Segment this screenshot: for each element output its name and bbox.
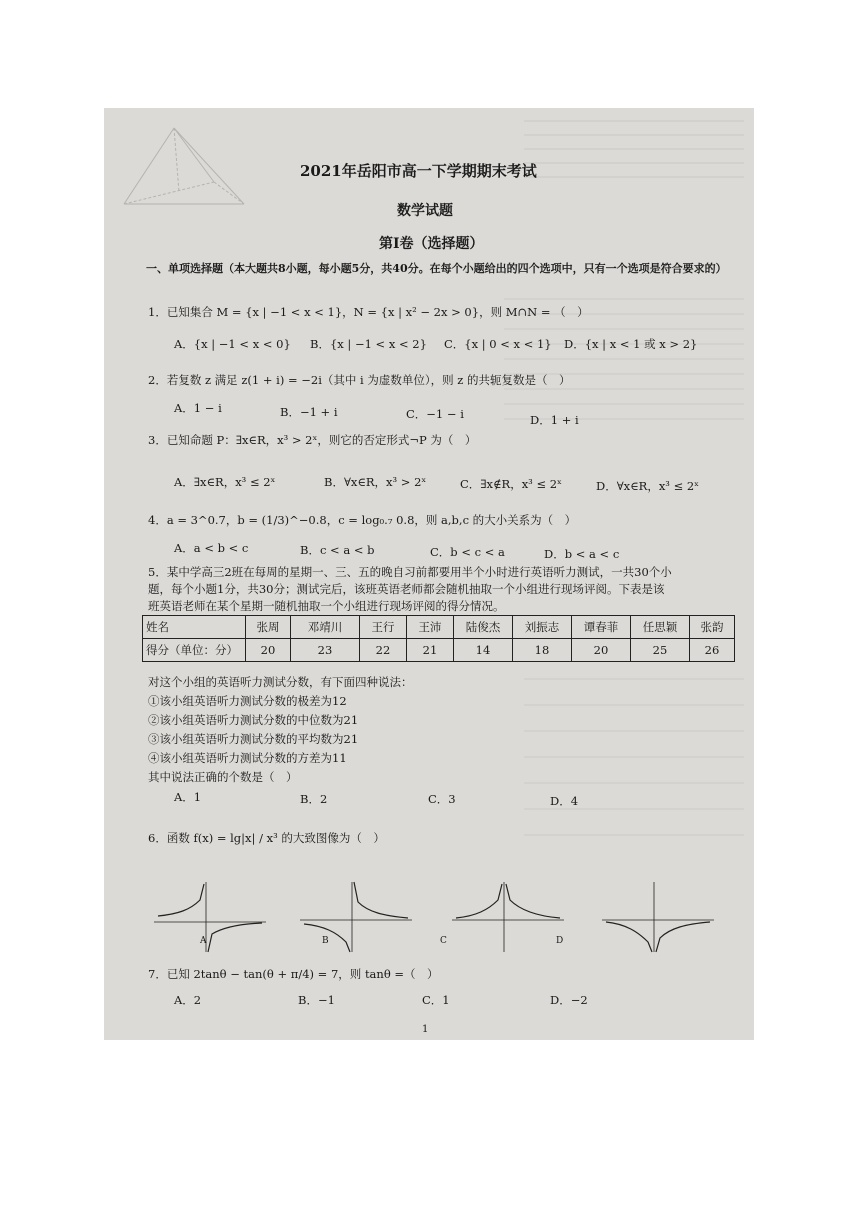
question-2-option-a: A．1 − i (174, 401, 222, 415)
table-cell-score: 25 (631, 639, 690, 662)
exam-subject: 数学试题 (397, 203, 453, 219)
graph-label-d: D (556, 936, 564, 946)
question-1-option-a: A．{x | −1 < x < 0} (174, 337, 291, 351)
question-1-option-c: C．{x | 0 < x < 1} (444, 337, 552, 351)
table-header-name: 姓名 (143, 616, 246, 639)
table-cell-name: 任思颖 (631, 616, 690, 639)
question-7-option-d: D．−2 (550, 993, 588, 1007)
question-2-option-c: C．−1 − i (406, 407, 464, 421)
section-heading: 一、单项选择题（本大题共8小题，每小题5分，共40分。在每个小题给出的四个选项中，只有一个选项是符合要求的） (146, 262, 727, 275)
question-5-prompt: 其中说法正确的个数是（ ） (148, 770, 298, 784)
question-7-stem: 7．已知 2tanθ − tan(θ + π/4) = 7，则 tanθ =（ ） (148, 967, 439, 981)
question-7-option-c: C．1 (422, 993, 450, 1007)
table-cell-name: 刘振志 (513, 616, 572, 639)
table-cell-name: 王沛 (407, 616, 454, 639)
question-7-option-a: A．2 (174, 993, 202, 1007)
bleed-through-marks (524, 678, 744, 858)
question-5-claim-1: ①该小组英语听力测试分数的极差为12 (148, 694, 347, 708)
graph-a (154, 882, 266, 952)
question-5-stem-line-3: 班英语老师在某个星期一随机抽取一个小组进行现场评阅的得分情况。 (148, 599, 505, 613)
exam-title: 2021年岳阳市高一下学期期末考试 (300, 162, 537, 180)
table-cell-score: 26 (690, 639, 735, 662)
table-cell-score: 20 (246, 639, 291, 662)
question-5-stem-line-2: 题，每个小题1分，共30分；测试完后，该班英语老师都会随机抽取一个小组进行现场评阅。下表是该 (148, 582, 665, 596)
table-cell-score: 23 (291, 639, 360, 662)
exam-photo (104, 108, 754, 1040)
question-5-claim-4: ④该小组英语听力测试分数的方差为11 (148, 751, 347, 765)
question-5-stem-line-1: 5．某中学高三2班在每周的星期一、三、五的晚自习前都要用半个小时进行英语听力测试，一共30个小 (148, 565, 672, 579)
table-header-score: 得分（单位：分） (143, 639, 246, 662)
table-cell-name: 邓靖川 (291, 616, 360, 639)
question-7-option-b: B．−1 (298, 993, 335, 1007)
question-3-stem: 3．已知命题 P：∃x∈R，x³ > 2ˣ，则它的否定形式¬P 为（ ） (148, 433, 477, 447)
question-2-option-d: D．1 + i (530, 413, 579, 427)
exam-volume: 第Ⅰ卷（选择题） (379, 236, 484, 252)
table-cell-score: 22 (360, 639, 407, 662)
question-2-stem: 2．若复数 z 满足 z(1 + i) = −2i（其中 i 为虚数单位），则 z 的共轭复数是（ ） (148, 373, 571, 387)
table-cell-score: 20 (572, 639, 631, 662)
pyramid-figure-bleed (104, 122, 294, 232)
table-row (143, 639, 735, 662)
page-number: 1 (422, 1024, 429, 1035)
graph-label-b: B (322, 936, 329, 946)
question-6-stem: 6．函数 f(x) = lg|x| / x³ 的大致图像为（ ） (148, 831, 385, 845)
graph-c (452, 882, 564, 952)
question-3-option-a: A．∃x∈R，x³ ≤ 2ˣ (174, 475, 276, 489)
table-row (143, 616, 735, 639)
question-3-option-d: D．∀x∈R，x³ ≤ 2ˣ (596, 479, 700, 493)
graph-label-c: C (440, 936, 447, 946)
question-5-option-d: D．4 (550, 794, 579, 808)
question-5-option-b: B．2 (300, 792, 328, 806)
question-4-option-a: A．a < b < c (174, 541, 249, 555)
question-1-stem: 1．已知集合 M = {x | −1 < x < 1}，N = {x | x² − 2x > 0}，则 M∩N = （ ） (148, 305, 589, 319)
question-5-claim-2: ②该小组英语听力测试分数的中位数为21 (148, 713, 359, 727)
table-cell-name: 张韵 (690, 616, 735, 639)
graph-label-a: A (200, 936, 207, 946)
question-1-option-b: B．{x | −1 < x < 2} (310, 337, 427, 351)
table-cell-score: 18 (513, 639, 572, 662)
question-4-option-b: B．c < a < b (300, 543, 375, 557)
question-1-option-d: D．{x | x < 1 或 x > 2} (564, 337, 698, 351)
question-5-option-a: A．1 (174, 790, 202, 804)
question-5-option-c: C．3 (428, 792, 456, 806)
table-cell-name: 陆俊杰 (454, 616, 513, 639)
question-4-stem: 4．a = 3^0.7，b = (1/3)^−0.8，c = log₀.₇ 0.8，则 a,b,c 的大小关系为（ ） (148, 513, 577, 527)
question-3-option-c: C．∃x∉R，x³ ≤ 2ˣ (460, 477, 562, 491)
question-3-option-b: B．∀x∈R，x³ > 2ˣ (324, 475, 427, 489)
bleed-through-marks (524, 120, 744, 180)
question-5-claim-3: ③该小组英语听力测试分数的平均数为21 (148, 732, 359, 746)
question-4-option-c: C．b < c < a (430, 545, 505, 559)
question-2-option-b: B．−1 + i (280, 405, 338, 419)
table-cell-name: 张周 (246, 616, 291, 639)
table-cell-score: 14 (454, 639, 513, 662)
question-5-intro: 对这个小组的英语听力测试分数，有下面四种说法： (148, 675, 413, 689)
graph-b (300, 882, 412, 952)
question-4-option-d: D．b < a < c (544, 547, 620, 561)
table-cell-score: 21 (407, 639, 454, 662)
table-cell-name: 谭春菲 (572, 616, 631, 639)
graph-d (602, 882, 714, 952)
table-cell-name: 王行 (360, 616, 407, 639)
score-table (142, 615, 735, 662)
